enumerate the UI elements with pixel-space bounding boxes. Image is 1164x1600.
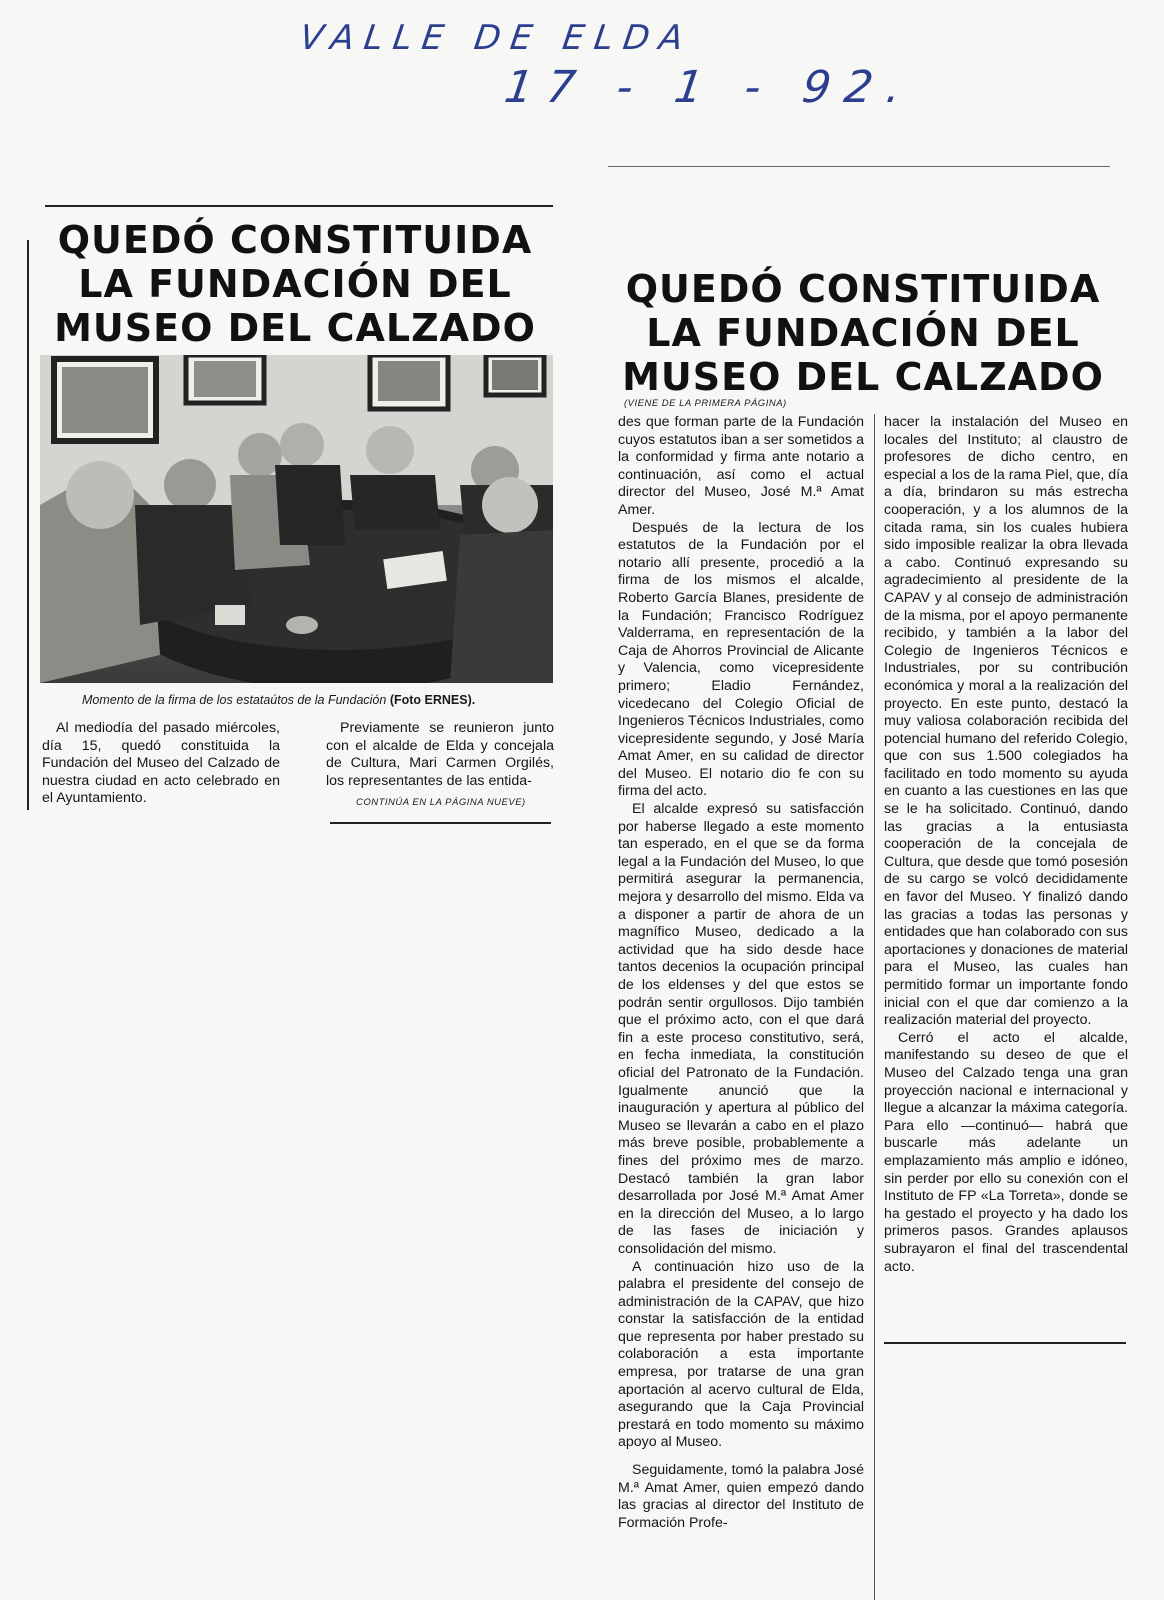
right-column-1	[618, 414, 864, 1532]
left-column-2	[326, 720, 554, 790]
column-divider	[874, 414, 875, 1600]
left-clipping-left-border	[27, 240, 29, 810]
right-clipping-end-rule	[884, 1342, 1126, 1344]
caption-credit: (Foto ERNES).	[389, 693, 476, 707]
meeting-photo-image	[40, 355, 553, 683]
right-column-2	[884, 414, 1128, 1276]
left-clipping-top-rule	[45, 205, 553, 207]
right-col1-para-2: Después de la lectura de los estatutos de la Fundación por el notario allí presente, procedió a la firma de los mismos el alcalde, Roberto García Blanes, presidente de la Fundación; Francisco Rodríguez Valderrama, en representación de la Caja de Ahorros Provincial de Alicante y Valencia, como vicepresidente primero; Eladio Fernández, vicedecano del Colegio Oficial de Ingenieros Técnicos Industriales, como vicepresidente segundo, y José María Amat Amer, en su calidad de director del Museo. El notario dio fe con su firma del acto.	[618, 519, 864, 800]
left-col2-text: Previamente se reunieron junto con el alcalde de Elda y concejala de Cultura, Mari Carmen Orgilés, los representantes de las entida-	[326, 720, 554, 789]
photo-caption	[82, 693, 475, 707]
left-column-1	[42, 720, 280, 808]
handwritten-source: VALLE DE ELDA	[297, 18, 696, 58]
left-headline: QUEDÓ CONSTITUIDA LA FUNDACIÓN DEL MUSEO DEL CALZADO	[54, 218, 536, 350]
meeting-photo	[40, 355, 553, 683]
right-col1-para-3: El alcalde expresó su satisfacción por haberse llegado a este momento tan esperado, en el que se da forma legal a la Fundación del Museo, lo que permitirá asegurar la permanencia, mejora y desarrollo del mismo. Elda va a disponer a partir de ahora de un magnífico Museo, dedicado a la actividad que ha sido desde hace tantos decenios la ocupación principal de los eldenses y del que estos se podrán sentir orgullosos. Dijo también que el próximo acto, con el que dará fin a este proceso constitutivo, será, en fecha inmediata, la constitución oficial del Patronato de la Fundación. Igualmente anunció que la inauguración y apertura al público del Museo se llevarán a cabo en el plazo más breve posible, probablemente a fines del próximo mes de marzo. Destacó también la gran labor desarrollada por José M.ª Amat Amer en la dirección del Museo, a lo largo de las fases de iniciación y consolidación del mismo.	[618, 801, 864, 1257]
right-col1-para-1: des que forman parte de la Fundación cuyos estatutos iban a ser sometidos a la conformidad y firma ante notario a continuación, así como el actual director del Museo, José M.ª Amat Amer.	[618, 414, 864, 518]
right-headline: QUEDÓ CONSTITUIDA LA FUNDACIÓN DEL MUSEO DEL CALZADO	[622, 267, 1104, 399]
left-col1-text: Al mediodía del pasado miércoles, día 15, quedó constituida la Fundación del Museo del Calzado de nuestra ciudad en acto celebrado en el Ayuntamiento.	[42, 720, 280, 807]
caption-text: Momento de la firma de los estataútos de la Fundación	[82, 693, 387, 707]
continues-note: CONTINÚA EN LA PÁGINA NUEVE)	[356, 797, 526, 808]
right-clipping-top-rule	[608, 166, 1110, 167]
right-col1-para-4: A continuación hizo uso de la palabra el presidente del consejo de administración de la CAPAV, que hizo constar la satisfacción de la entidad que representa por haber prestado su colaboración a esta importante empresa, por tratarse de una gran aportación al acervo cultural de Elda, asegurando que la Caja Provincial prestará en todo momento su máximo apoyo al Museo.	[618, 1258, 864, 1451]
right-col1-para-5: Seguidamente, tomó la palabra José M.ª Amat Amer, quien empezó dando las gracias al director del Instituto de Formación Profe-	[618, 1462, 864, 1531]
handwritten-date: 17 - 1 - 92.	[501, 62, 919, 113]
right-col2-para-1: hacer la instalación del Museo en locales del Instituto; al claustro de profesores de dicho centro, en especial a los de la rama Piel, que, día a día, brindaron su más estrecha cooperación, y a los alumnos de la citada rama, sin los cuales hubiera sido imposible realizar la obra llevada a cabo. Continuó expresando su agradecimiento al presidente de la CAPAV y al consejo de administración de la misma, por el apoyo permanente recibido, y también a la labor del Colegio de Ingenieros Técnicos e Industriales, por su contribución económica y moral a la realización del proyecto. En este punto, destacó la muy valiosa colaboración recibida del potencial humano del referido Colegio, que con sus 1.500 colegiados ha facilitado en todo momento su ayuda en cuanto a las cuestiones en las que se le ha solicitado. Continuó, dando las gracias a la entusiasta cooperación de la concejala de Cultura, que desde que tomó posesión de su cargo se volcó decididamente en favor del Museo. Y finalizó dando las gracias a todas las personas y entidades que han colaborado con sus aportaciones y donaciones de material para el Museo, las cuales han permitido formar un importante fondo inicial con el que dar comienzo a la realización material del proyecto.	[884, 414, 1128, 1029]
right-col2-para-2: Cerró el acto el alcalde, manifestando su deseo de que el Museo del Calzado tenga una gran proyección nacional e internacional y llegue a alcanzar la máxima categoría. Para ello —continuó— habrá que buscarle más adelante un emplazamiento más amplio e idóneo, sin perder por ello su conexión con el Instituto de FP «La Torreta», donde se ha gestado el proyecto y ha dado los primeros pasos. Grandes aplausos subrayaron el final del trascendental acto.	[884, 1029, 1128, 1275]
left-clipping-bottom-rule	[330, 822, 551, 824]
from-page-note: (VIENE DE LA PRIMERA PÁGINA)	[624, 398, 787, 409]
